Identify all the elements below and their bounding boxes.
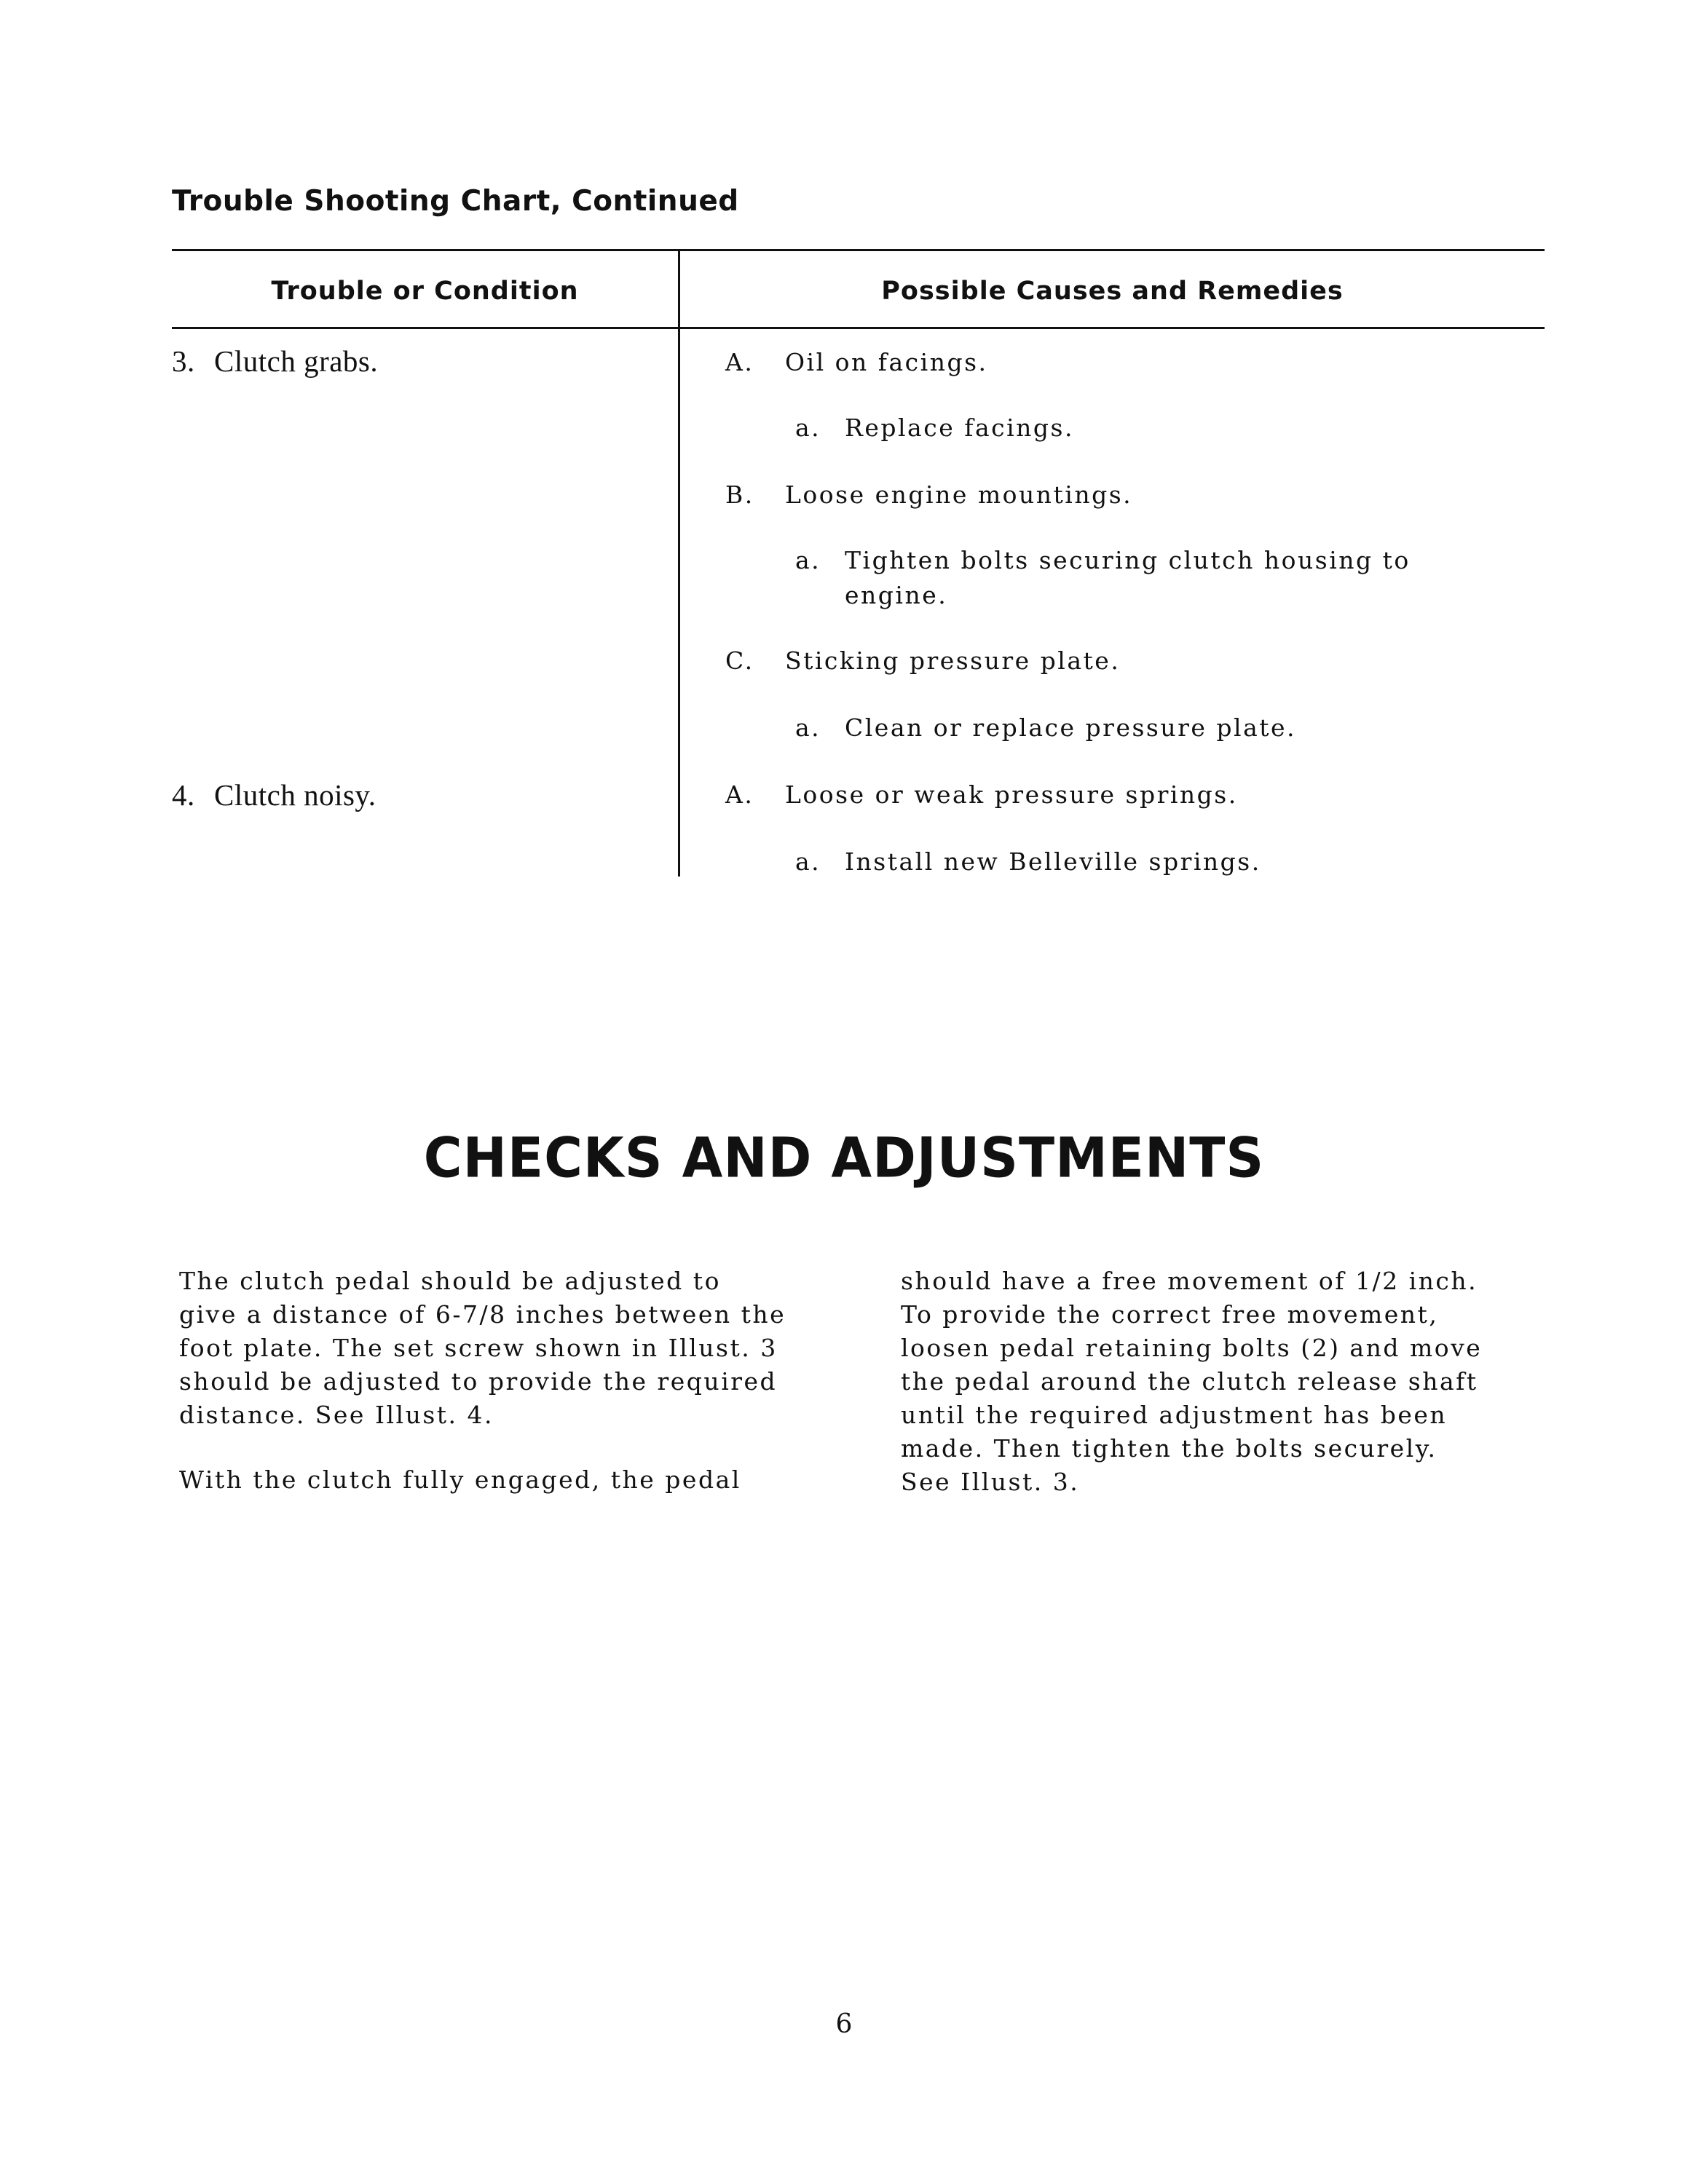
remedy-4Aa — [795, 844, 1472, 879]
table-column-divider — [678, 249, 680, 877]
cause-label: C. — [725, 646, 754, 675]
cause-label: A. — [725, 348, 754, 376]
remedy-label: a. — [795, 713, 821, 742]
cause-label: A. — [725, 780, 754, 809]
paragraph-left-1: The clutch pedal should be adjusted to give a distance of 6-7/8 inches between the foot plate. The set screw shown in Illust. 3 should be adjusted to provide the required distance. See Illust. 4. — [179, 1267, 786, 1429]
cause-4A — [725, 778, 1238, 812]
cause-text: Loose or weak pressure springs. — [785, 780, 1238, 809]
trouble-number: 4. — [172, 778, 195, 812]
page-number: 6 — [835, 2009, 853, 2039]
trouble-item-3 — [172, 344, 378, 379]
remedy-text: Replace facings. — [845, 414, 1074, 442]
column-header-causes: Possible Causes and Remedies — [881, 277, 1344, 306]
remedy-3Ca — [795, 711, 1472, 745]
remedy-text: Tighten bolts securing clutch housing to engine. — [845, 546, 1411, 609]
remedy-3Ba — [795, 543, 1472, 613]
cause-3C — [725, 644, 1120, 678]
remedy-label: a. — [795, 546, 821, 574]
trouble-text: Clutch grabs. — [214, 344, 379, 378]
section-title: CHECKS AND ADJUSTMENTS — [423, 1125, 1265, 1190]
cause-3A — [725, 345, 988, 380]
cause-text: Loose engine mountings. — [785, 480, 1133, 509]
cause-label: B. — [725, 480, 754, 509]
remedy-3Aa — [795, 411, 1472, 446]
remedy-label: a. — [795, 847, 821, 876]
cause-text: Oil on facings. — [785, 348, 988, 376]
column-header-trouble: Trouble or Condition — [271, 277, 579, 306]
trouble-item-4 — [172, 778, 376, 812]
trouble-text: Clutch noisy. — [214, 778, 376, 812]
remedy-text: Clean or replace pressure plate. — [845, 713, 1297, 742]
paragraph-left-2: With the clutch fully engaged, the pedal — [179, 1465, 741, 1494]
remedy-text: Install new Belleville springs. — [845, 847, 1261, 876]
table-top-rule — [172, 249, 1545, 251]
cause-3B — [725, 478, 1132, 513]
trouble-number: 3. — [172, 344, 195, 378]
remedy-label: a. — [795, 414, 821, 442]
chart-title: Trouble Shooting Chart, Continued — [172, 185, 739, 218]
cause-text: Sticking pressure plate. — [785, 646, 1121, 675]
paragraph-right-1: should have a free movement of 1/2 inch. To provide the correct free movement, loosen pedal retaining bolts (2) and move the pedal around the clutch release shaft until the required adjustment has been made. Then tighten the bolts securely. See Illust. 3. — [901, 1267, 1483, 1496]
table-header-rule — [172, 327, 1545, 329]
